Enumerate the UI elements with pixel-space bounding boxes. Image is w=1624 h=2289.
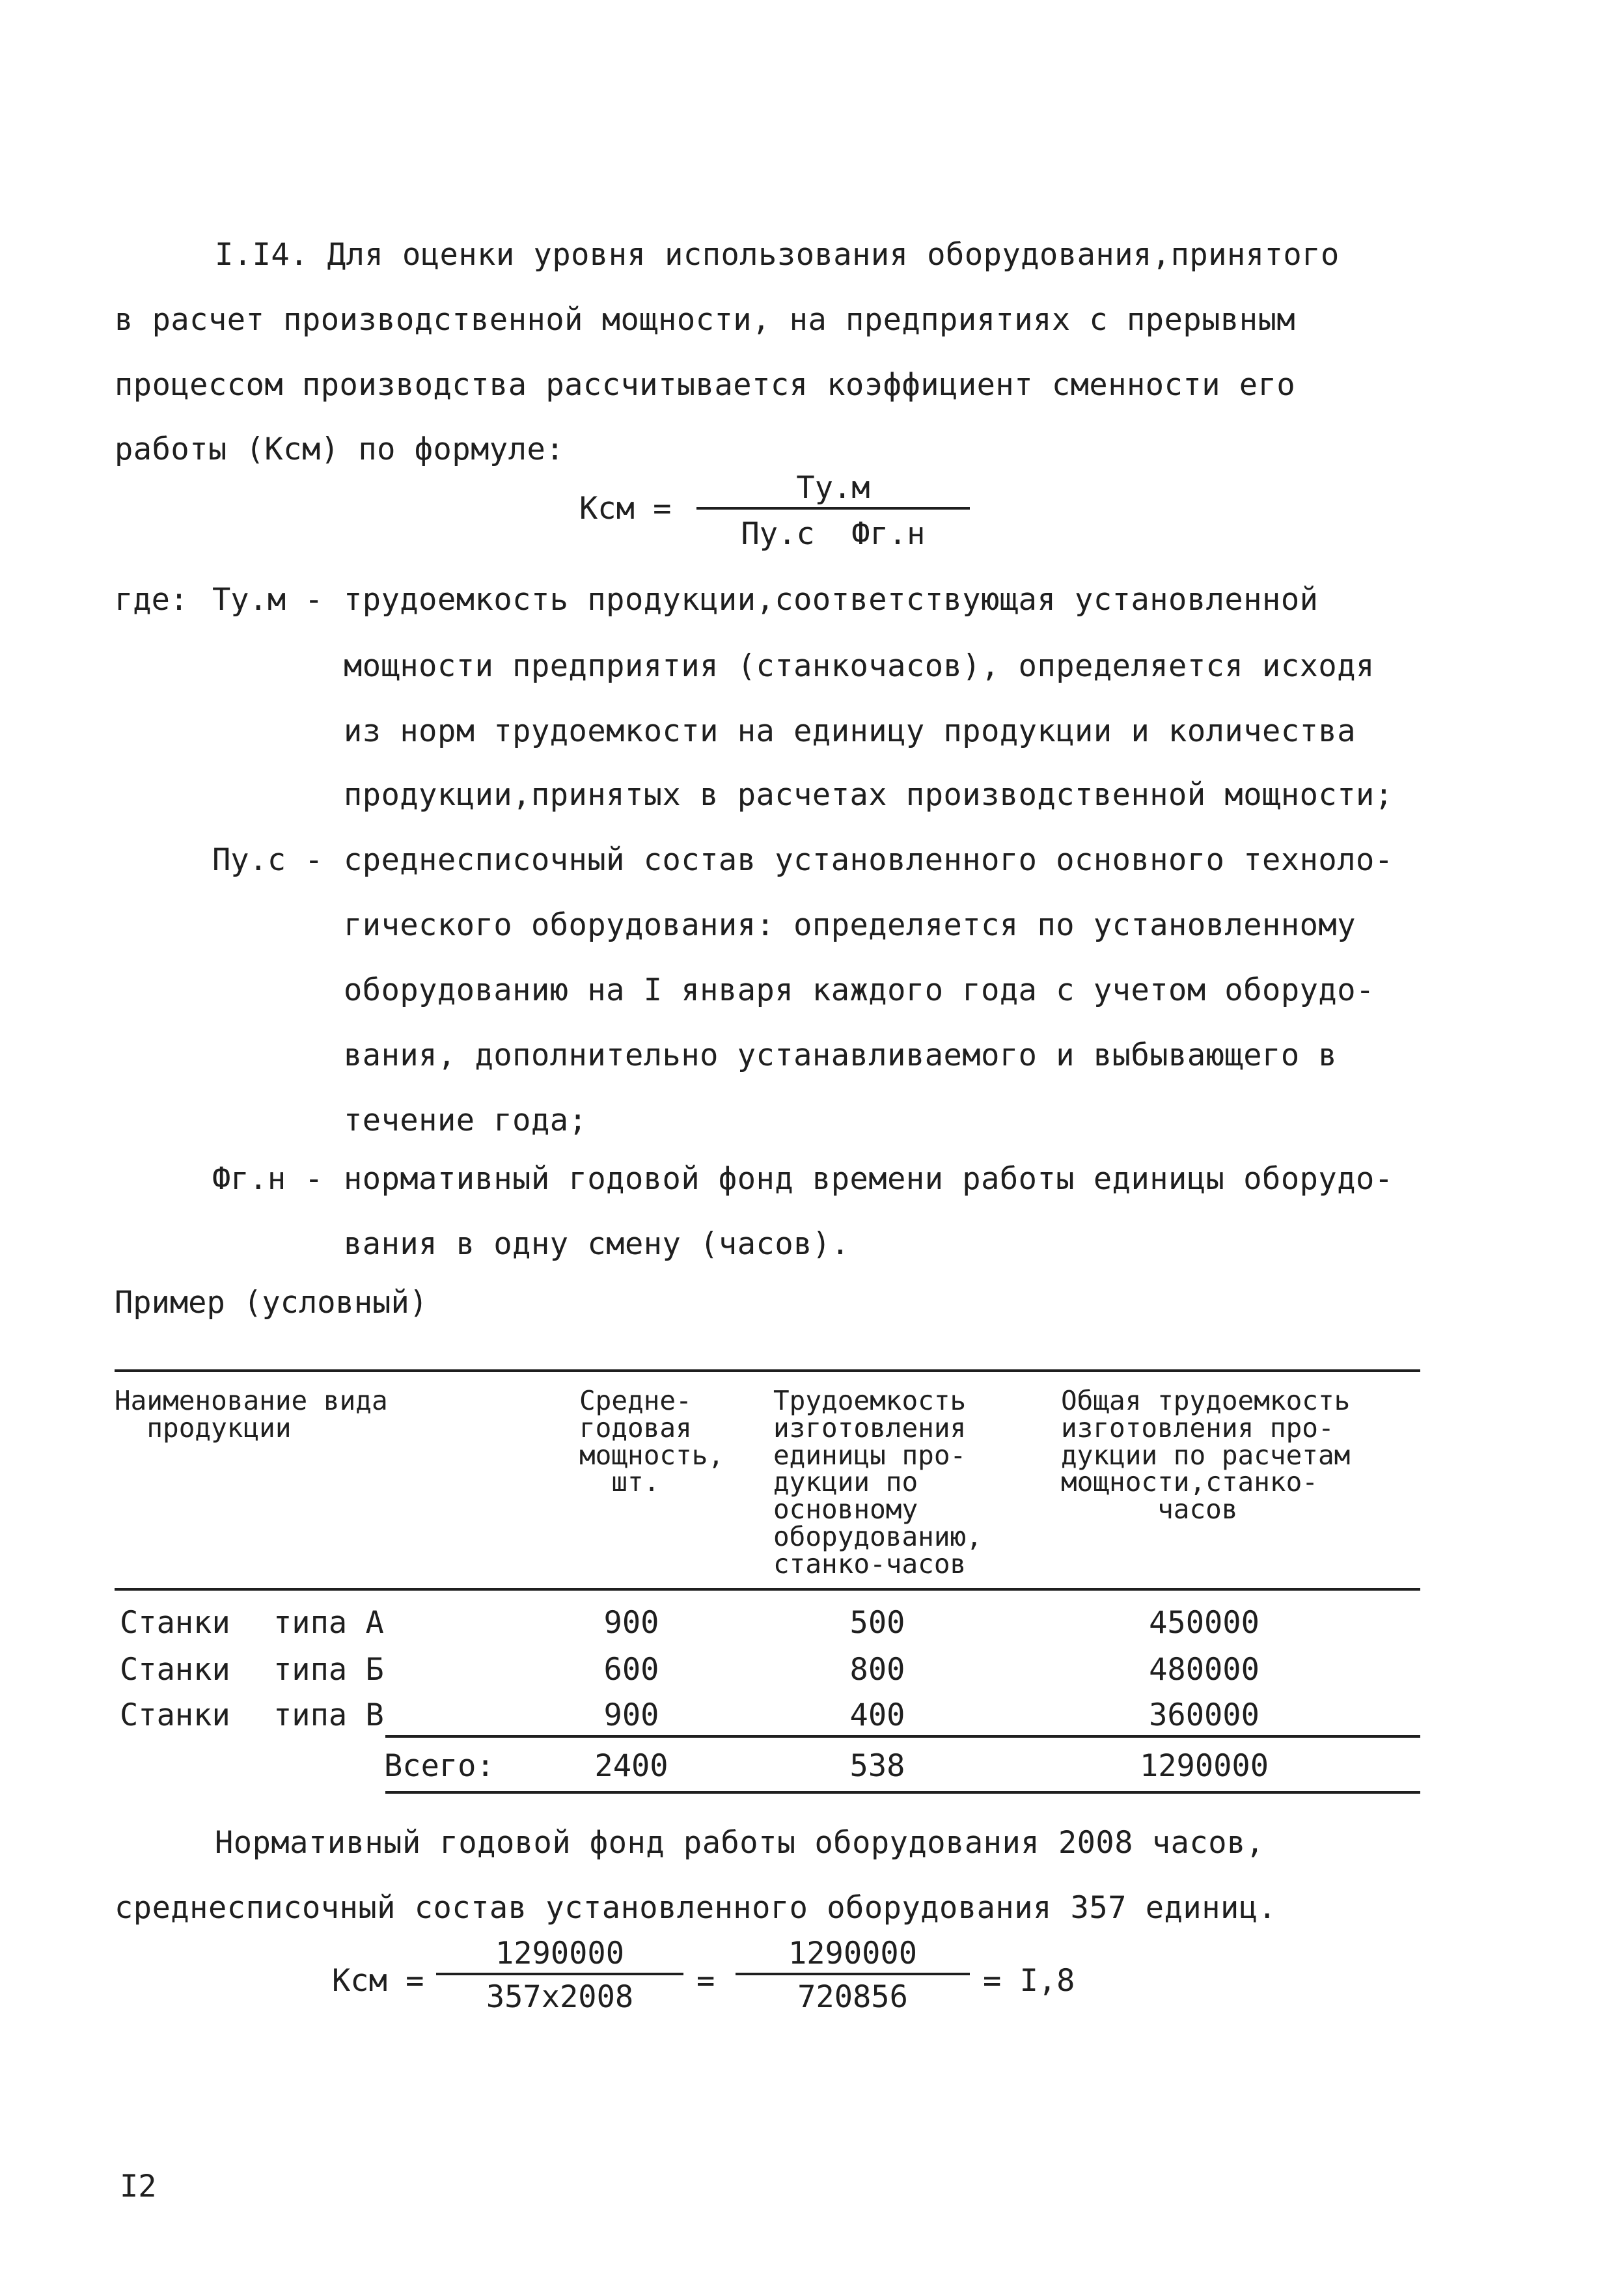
page-number: I2 bbox=[120, 2169, 157, 2204]
row-capacity: 900 bbox=[603, 1605, 659, 1641]
col-header-total: Общая трудоемкость изготовления про- дукции по расчетам мощности,станко- часов bbox=[1061, 1385, 1351, 1526]
def-line: нормативный годовой фонд времени работы единицы оборудо- bbox=[344, 1161, 1394, 1197]
example-label: Пример (условный) bbox=[115, 1285, 428, 1321]
footer-line-1: Нормативный годовой фонд работы оборудования 2008 часов, bbox=[215, 1825, 1265, 1861]
row-labor: 500 bbox=[849, 1605, 905, 1641]
def-dash: - bbox=[305, 842, 323, 878]
row-total: 450000 bbox=[1149, 1605, 1259, 1641]
row-labor: 400 bbox=[849, 1697, 905, 1733]
def-line: из норм трудоемкости на единицу продукции и количества bbox=[344, 713, 1356, 749]
def-dash: - bbox=[305, 582, 323, 618]
intro-line-2: в расчет производственной мощности, на предприятиях с прерывным bbox=[115, 302, 1296, 338]
where-label: где: bbox=[115, 582, 189, 618]
row-name: Станки bbox=[120, 1697, 230, 1733]
footer-line-2: среднесписочный состав установленного оборудования 357 единиц. bbox=[115, 1890, 1277, 1926]
total-label: Всего: bbox=[384, 1748, 495, 1784]
def-line: гического оборудования: определяется по установленному bbox=[344, 907, 1356, 943]
calc-fraction-2 bbox=[736, 1936, 970, 2015]
row-type: типа Б bbox=[273, 1652, 384, 1688]
row-capacity: 900 bbox=[603, 1697, 659, 1733]
calc-frac1-denominator: 357х2008 bbox=[486, 1979, 634, 2015]
col-header-capacity: Средне- годовая мощность, шт. bbox=[579, 1385, 724, 1498]
table-top-rule bbox=[115, 1369, 1420, 1372]
calc-equals: = bbox=[696, 1963, 715, 1999]
def-line: трудоемкость продукции,соответствующая установленной bbox=[344, 582, 1319, 618]
def-line: течение года; bbox=[344, 1103, 588, 1138]
table-total-rule bbox=[385, 1735, 1420, 1738]
calc-frac1-numerator: 1290000 bbox=[495, 1936, 625, 1971]
row-labor: 800 bbox=[849, 1652, 905, 1688]
def-term-fgn: Фг.н bbox=[212, 1161, 286, 1197]
calc-lhs: Ксм = bbox=[332, 1963, 424, 1999]
def-line: среднесписочный состав установленного основного техноло- bbox=[344, 842, 1394, 878]
formula-numerator: Ту.м bbox=[796, 470, 870, 506]
def-line: оборудованию на I января каждого года с учетом оборудо- bbox=[344, 972, 1375, 1008]
intro-line-3: процессом производства рассчитывается коэффициент сменности его bbox=[115, 367, 1296, 403]
calc-frac2-numerator: 1290000 bbox=[788, 1936, 918, 1971]
formula-lhs: Ксм = bbox=[579, 491, 672, 527]
row-type: типа В bbox=[273, 1697, 384, 1733]
calc-frac2-denominator: 720856 bbox=[797, 1979, 908, 2015]
intro-line-4: работы (Ксм) по формуле: bbox=[115, 432, 565, 467]
def-line: вания, дополнительно устанавливаемого и выбывающего в bbox=[344, 1037, 1338, 1073]
table-header-rule bbox=[115, 1588, 1420, 1591]
row-name: Станки bbox=[120, 1605, 230, 1641]
calc-result: = I,8 bbox=[983, 1963, 1075, 1999]
row-total: 360000 bbox=[1149, 1697, 1259, 1733]
row-capacity: 600 bbox=[603, 1652, 659, 1688]
total-capacity: 2400 bbox=[594, 1748, 668, 1784]
def-dash: - bbox=[305, 1161, 323, 1197]
formula-fraction bbox=[696, 470, 970, 552]
total-labor: 538 bbox=[849, 1748, 905, 1784]
col-header-labor: Трудоемкость изготовления единицы про- дукции по основному оборудованию, станко-часов bbox=[773, 1385, 982, 1580]
row-total: 480000 bbox=[1149, 1652, 1259, 1688]
def-term-tum: Ту.м bbox=[212, 582, 286, 618]
row-type: типа А bbox=[273, 1605, 384, 1641]
def-line: продукции,принятых в расчетах производственной мощности; bbox=[344, 777, 1394, 813]
intro-line-1: I.I4. Для оценки уровня использования оборудования,принятого bbox=[215, 237, 1340, 273]
def-line: мощности предприятия (станкочасов), определяется исходя bbox=[344, 648, 1375, 684]
def-line: вания в одну смену (часов). bbox=[344, 1226, 850, 1262]
col-header-name: Наименование вида продукции bbox=[115, 1385, 388, 1444]
calc-fraction-1 bbox=[436, 1936, 683, 2015]
table-bottom-rule bbox=[385, 1791, 1420, 1794]
row-name: Станки bbox=[120, 1652, 230, 1688]
formula-denominator: Пу.с Фг.н bbox=[741, 516, 926, 552]
def-term-pus: Пу.с bbox=[212, 842, 286, 878]
total-total: 1290000 bbox=[1139, 1748, 1269, 1784]
